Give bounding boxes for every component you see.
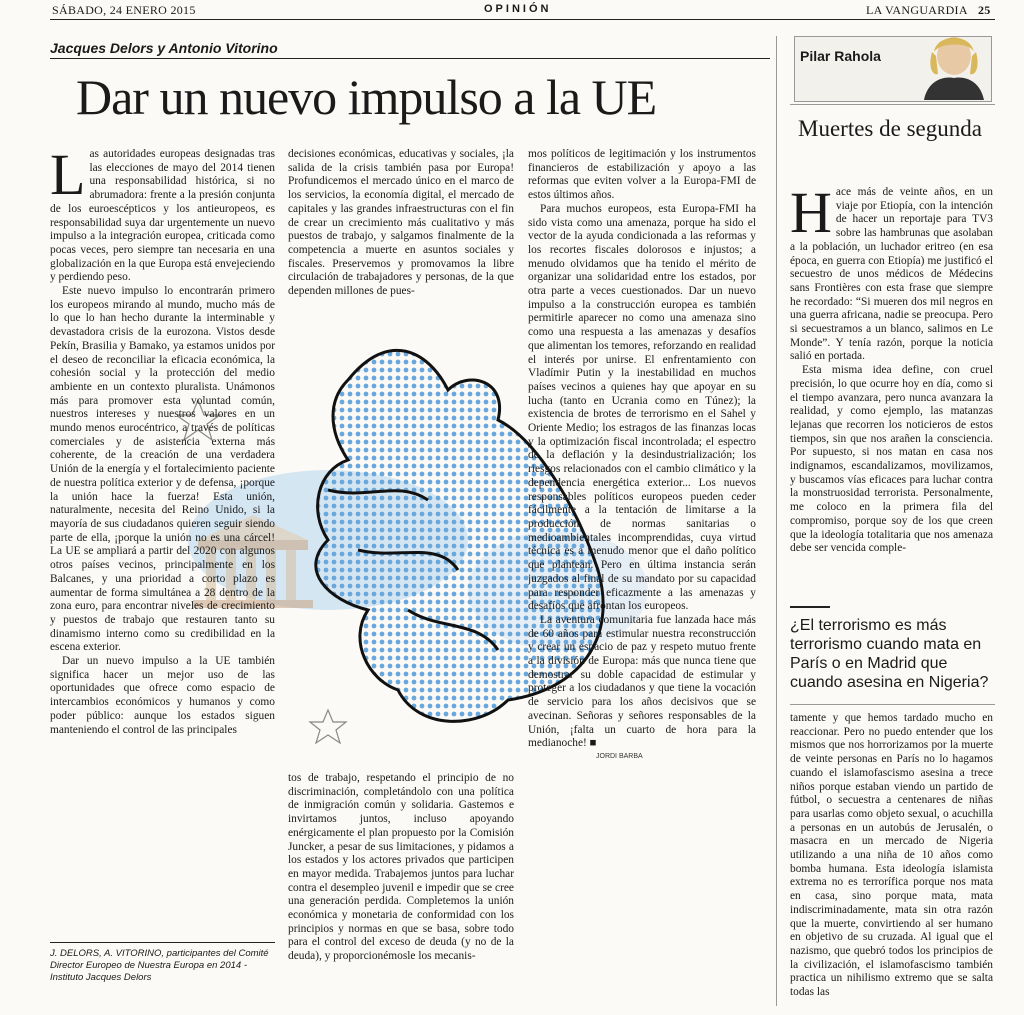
article-paragraph: Este nuevo impulso lo encontrarán primero los europeos mirando al mundo, mucho más de lo que lo han hecho durante la interminable y devastadora crisis de la eurozona. Vistos desde Pekín, Brasilia y Bamako, ya estamos unidos por el deseo de reconciliar la eficacia económica, la cohesión social y la protección del medio ambiente en un contexto pluralista. Unámonos más para promover esta voluntad común, nuestros intereses y nuestros valores en un mundo menos eurocéntrico, a través de políticas comerciales y de asistencia externa más coherente, de la creación de una verdadera Unión de la energía y el fortalecimiento paciente de nuestra política exterior y de defensa, ¡porque la unión hace la fuerza! Esta unión, naturalmente, necesita del Reino Unido, si la mayoría de sus ciudadanos quieren seguir siendo parte de ella, ¡porque la unión no es una cárcel! La UE se ampliará a partir del 2020 con algunos otros países vecinos, principalmente en los Balcanes, y una prioridad a corto plazo es aumentar de forma simultánea a 28 dentro de la zona euro, para encontrar niveles de crecimiento y puestos de trabajo que restauren tanto su dinamismo interno como su credibilidad en la escena exterior. [50,285,275,654]
sidebar-divider [776,36,777,1006]
sidebar-body-top [790,186,993,594]
article-paragraph: as autoridades europeas designadas tras las elecciones de mayo del 2014 tienen una responsabilidad histórica, si no abrumadora: frente a la presión conjunta de los euroescépticos y los antieuropeos, es responsabilidad suya dar urgentemente un nuevo impulso a la integración europea, criticada como pocas veces, pero siempre tan necesaria en una globalización en la que Europa está envejeciendo y perdiendo peso. [50,148,275,284]
article-column-2-bottom [288,772,514,992]
article-paragraph: La aventura comunitaria fue lanzada hace más de 60 años para estimular nuestra reconstrucción y crear un espacio de paz y respeto mutuo frente a la división de Europa: más que nunca tiene que demostrar su doble capacidad de estimular y proteger a los ciudadanos y que tiene la vocación de servicio para los años decisivos que se avecinan. Señoras y señores responsables de la Unión, ¡falta un cuarto de hora para la medianoche! ■ [528,613,756,750]
article-paragraph: Para muchos europeos, esta Europa-FMI ha sido vista como una amenaza, porque ha sido el vector de la ayuda condicionada a las reformas y los recortes fiscales dolorosos e injustos; a menudo olvidamos que ha tenido el mérito de organizar una solidaridad entre los estados, por otra parte a veces cuestionados. Dar un nuevo impulso a la construcción europea es también permitirle aparecer no como una amenaza sino como una respuesta a las amenazas y desafíos que alimentan los temores, reforzando en realidad el interés por unirse. El enfrentamiento con Vladímir Putin y la inestabilidad en muchos países vecinos a quienes hay que apoyar en su lucha (tanto en Ucrania como en Túnez); la existencia de brotes de terrorismo en el Sahel y Oriente Medio; los estragos de las finanzas locas y la optimización fiscal incontrolada; el espectro de la deflación y la desindustrialización; los riesgos relacionados con el cambio climático y la dependencia energética exterior... Los nuevos responsables políticos europeos pueden ceder fácilmente a la tentación de limitarse a la producción de normas sanitarias o medioambientales incomprendidas, cuya virtud técnica es a menudo menor que el daño político que plantean. Pero en última instancia serán juzgados al final de su mandato por su capacidad para responder eficazmente a las amenazas y desafíos que afrontan los europeos. [528,202,756,613]
article-column-3 [528,148,756,1000]
sidebar-paragraph: tamente y que hemos tardado mucho en reaccionar. Pero no puedo entender que los mismos que nos horrorizamos por la muerte de veinte personas en París no lo hagamos cuando el islamofascismo asesina a trece niños porque estaban viendo un partido de fútbol, o secuestra a centenares de niñas para usarlas como objeto sexual, o acuchilla a personas en un autobús de Jerusalén, o masacra en un mercado de Nigeria utilizando a una niña de 10 años como bomba humana. Esta ideología islamista extrema no es terrorífica porque nos mata en casa, sino porque mata, mata indiscriminadamente, mata sin otra razón que la muerte, convirtiendo al ser humano en objetivo de su cruzada. Al igual que el nazismo, que quebró todos los principios de la civilización, el islamofascismo también practica un nihilismo extremo que se salta todas las [790,712,993,999]
sidebar-paragraph: Esta misma idea define, con cruel precisión, lo que ocurre hoy en día, como si el tiempo avanzara, pero nunca avanzara la realidad, y como ejemplo, las matanzas lejanas que recorren los noticieros de estos tiempos, sin que nos arañen la consciencia. Por supuesto, si nos matan en casa nos indignamos, escandalizamos, movilizamos, y buscamos vías eficaces para luchar contra la monstruosidad terrorista. Personalmente, me coloco en la primera fila del compromiso, porque soy de los que creen que la ideología totalitaria que nos amenaza debe ser vencida comple- [790,364,993,555]
article-dropcap: L [50,148,86,207]
author-note: J. DELORS, A. VITORINO, participantes del Comité Director Europeo de Nuestra Europa en 2014 - Instituto Jacques Delors [50,948,269,983]
section-label: OPINIÓN [484,3,552,15]
columnist-name: Pilar Rahola [800,48,881,64]
pull-quote: ¿El terrorismo es más terrorismo cuando mata en París o en Madrid que cuando asesina en Nigeria? [790,617,989,691]
sidebar-body-bottom [790,712,993,1012]
article-column-1 [50,148,275,938]
page-number: 25 [978,3,991,17]
pull-quote-bottom-rule [790,704,995,705]
article-paragraph: Dar un nuevo impulso a la UE también significa hacer un mejor uso de las oportunidades que ofrece como espacio de intercambios económicos y humanos y como poder público: aunque los estados siguen manteniendo el control de las principales [50,655,275,736]
column-title: Muertes de segunda [798,116,982,141]
header-rule [50,19,995,20]
sidebar-rule [790,104,995,105]
sidebar-paragraph: ace más de veinte años, en un viaje por Etiopía, con la intención de hacer un reportaje para TV3 sobre las hambrunas que asolaban a la población, un luchador eritreo (en esa época, en guerra con Etiopía) me justificó el secuestro de unos médicos de Médecins sans Frontières con esta frase que siempre he recordado: “Si mueren dos mil negros en una guerra africana, nadie se preocupa. Pero si secuestramos a un blanco, salimos en Le Monde”. Y tenía razón, porque la noticia salió en portada. [790,186,993,363]
article-paragraph: decisiones económicas, educativas y sociales, ¡la salida de la crisis también pasa por Europa! Profundicemos el mercado único en el marco de los servicios, la economía digital, el mercado de capitales y las grandes infraestructuras con el fin de crear un crecimiento más cualitativo y más puestos de trabajo, y salgamos finalmente de la competencia a muerte en asuntos sociales y fiscales. Preservemos y promovamos la libre circulación de trabajadores y personas, de la que dependen millones de pues- [288,148,514,298]
article-paragraph: mos políticos de legitimación y los instrumentos financieros de estabilización y apoyo a las reformas que eviten volver a la Europa-FMI de estos últimos años. [528,148,756,202]
newspaper-name: LA VANGUARDIA [866,3,968,17]
article-column-2-top [288,148,514,313]
illustration-credit: JORDI BARBA [596,753,643,760]
article-headline: Dar un nuevo impulso a la UE [76,69,657,125]
byline-rule [50,58,770,59]
article-paragraph: tos de trabajo, respetando el principio de no discriminación, completándolo con una política de inmigración común y solidaria. Gastemos e invirtamos juntos, incluso apoyando enérgicamente el plan propuesto por la Comisión Juncker, a pesar de sus limitaciones, y pidamos a los estados y los actores privados que participen en mayor medida. Trabajemos juntos para luchar contra el desempleo juvenil e impedir que se cree una generación perdida. Completemos la unión económica y monetaria de conformidad con los principios y normas en que se basa, sobre todo para el control del exceso de deuda (y no de la deuda), y proporcionémosle los mecanis- [288,772,514,963]
columnist-avatar [918,30,990,100]
pull-quote-rule [790,606,830,608]
sidebar-dropcap: H [790,186,832,245]
note-rule [50,942,275,943]
edition-date: SÁBADO, 24 ENERO 2015 [52,3,196,17]
article-byline: Jacques Delors y Antonio Vitorino [50,40,278,56]
